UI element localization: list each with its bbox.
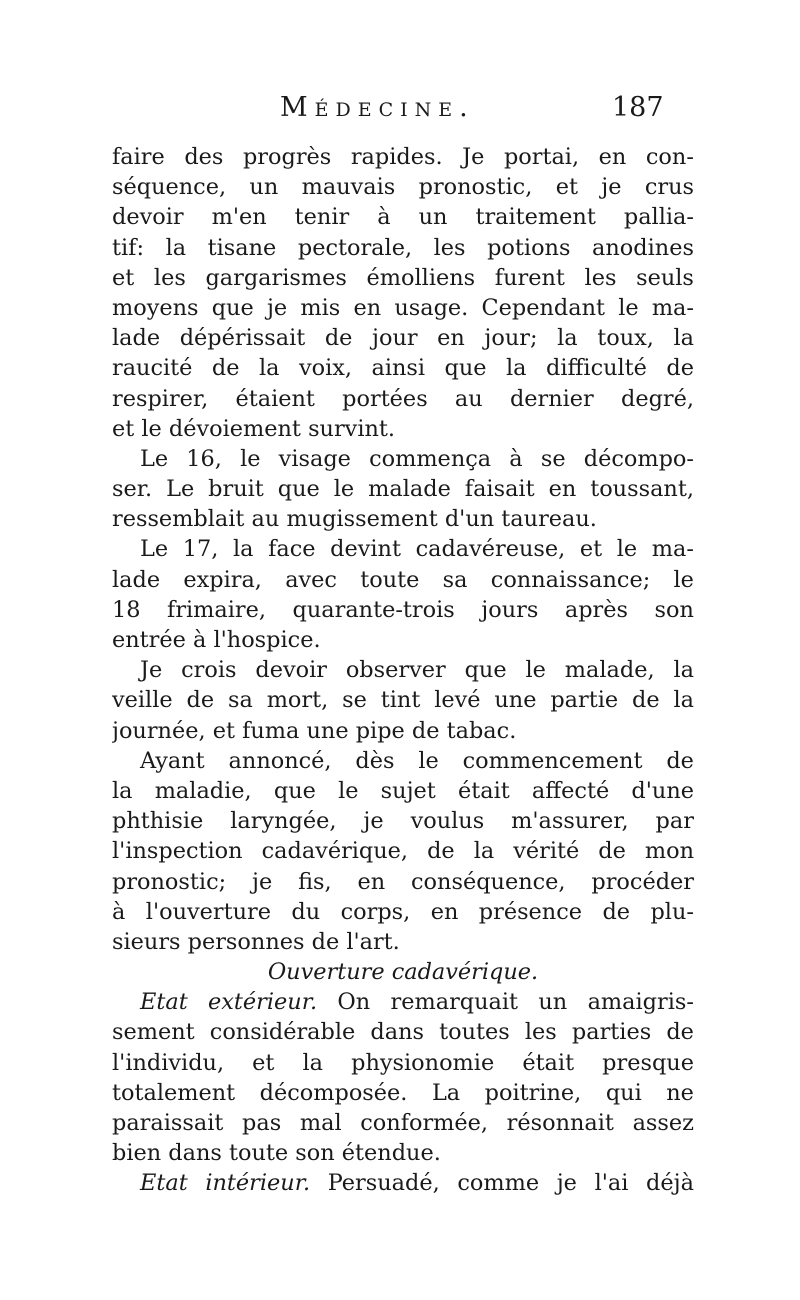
text-line: veille de sa mort, se tint levé une partie de la — [112, 687, 694, 714]
text-line: raucité de la voix, ainsi que la difficulté de — [112, 355, 694, 382]
text-line: sieurs personnes de l'art. — [112, 928, 400, 955]
running-title: Médecine. — [280, 92, 475, 123]
text-line: l'individu, et la physionomie était presque — [112, 1049, 694, 1076]
text-line: à l'ouverture du corps, en présence de plu- — [112, 898, 694, 925]
text-line: pronostic; je fis, en conséquence, procéder — [112, 868, 694, 895]
text-body — [112, 142, 694, 1199]
text-line: lade dépérissait de jour en jour; la toux, la — [112, 325, 694, 352]
text-line: journée, et fuma une pipe de tabac. — [112, 717, 517, 744]
text-line: la maladie, que le sujet était affecté d'une — [112, 777, 694, 804]
text-line: Je crois devoir observer que le malade, la — [140, 657, 694, 684]
text-line: devoir m'en tenir à un traitement pallia- — [112, 204, 694, 231]
text-line: ser. Le bruit que le malade faisait en toussant, — [112, 476, 694, 503]
text-line: paraissait pas mal conformée, résonnait assez — [112, 1110, 694, 1136]
text-line: faire des progrès rapides. Je portai, en con- — [112, 144, 694, 170]
text-line: Ayant annoncé, dès le commencement de — [140, 747, 694, 774]
text-line: Le 16, le visage commença à se décompo- — [140, 445, 694, 472]
text-line: et les gargarismes émolliens furent les seuls — [112, 264, 694, 291]
text-line: bien dans toute son étendue. — [112, 1140, 441, 1167]
text-line: 18 frimaire, quarante-trois jours après son — [112, 596, 694, 623]
text-line: lade expira, avec toute sa connaissance; le — [112, 566, 694, 593]
text-line: l'inspection cadavérique, de la vérité de mon — [112, 838, 694, 865]
text-line: Etat intérieur. Persuadé, comme je l'ai déjà — [140, 1170, 694, 1197]
page-number: 187 — [612, 92, 664, 123]
text-line: Etat extérieur. On remarquait un amaigris- — [140, 989, 694, 1016]
text-line: séquence, un mauvais pronostic, et je crus — [112, 174, 694, 201]
text-line: phthisie laryngée, je voulus m'assurer, par — [112, 808, 694, 835]
text-line: ressemblait au mugissement d'un taureau. — [112, 506, 597, 533]
running-header — [0, 92, 800, 132]
text-line: sement considérable dans toutes les parties de — [112, 1019, 694, 1046]
text-line: tif: la tisane pectorale, les potions anodines — [112, 234, 694, 261]
text-line: Le 17, la face devint cadavéreuse, et le ma- — [140, 536, 694, 563]
section-heading: Ouverture cadavérique. — [267, 959, 539, 986]
text-line: moyens que je mis en usage. Cependant le ma- — [112, 294, 694, 321]
text-line: respirer, étaient portées au dernier degré, — [112, 385, 694, 412]
text-line: et le dévoiement survint. — [112, 415, 396, 442]
text-line: entrée à l'hospice. — [112, 627, 321, 653]
text-line: totalement décomposée. La poitrine, qui ne — [112, 1079, 694, 1106]
